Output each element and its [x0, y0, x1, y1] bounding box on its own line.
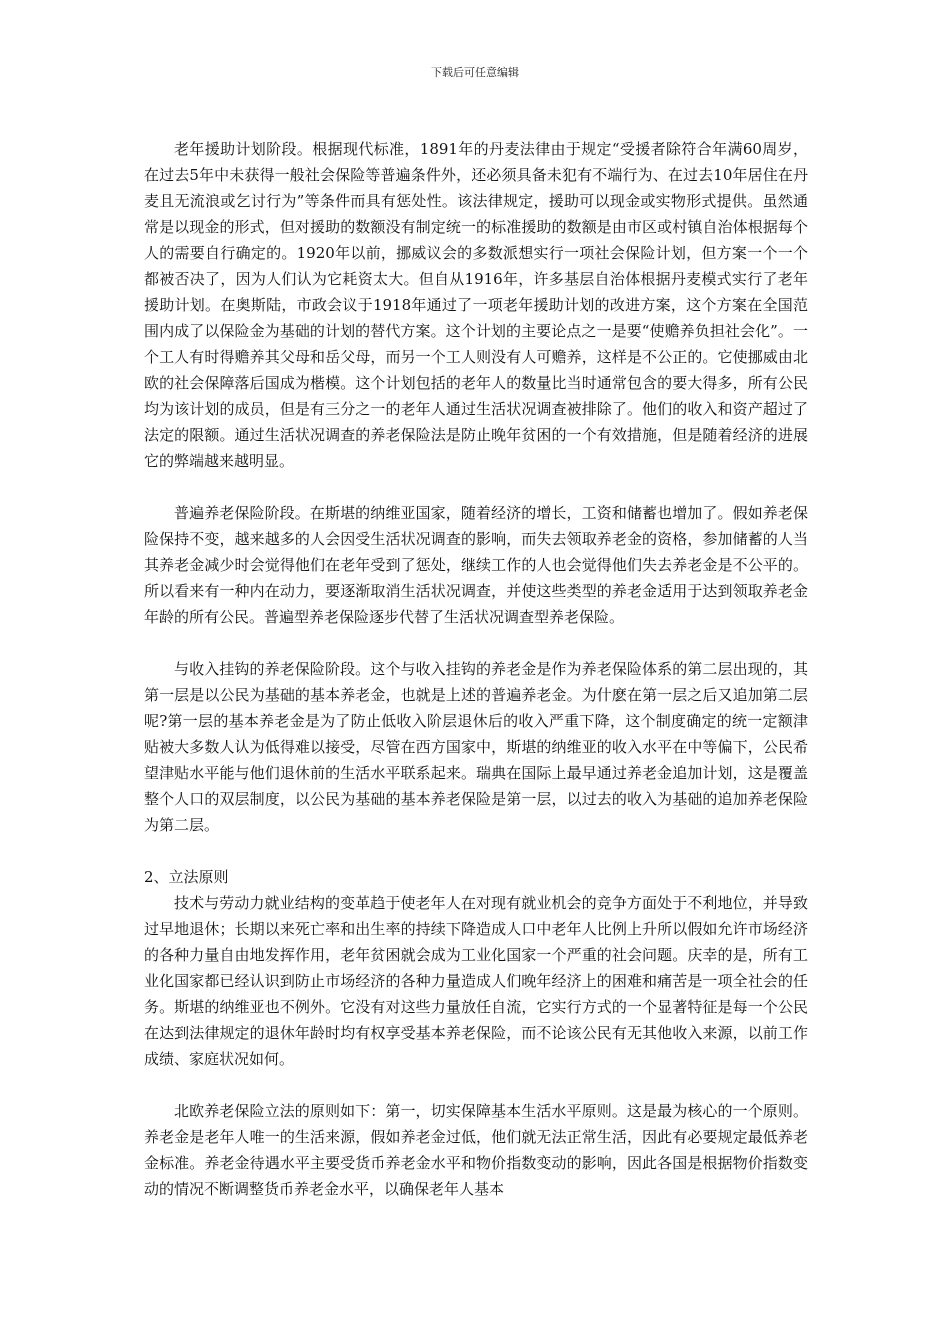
paragraph-income-linked-pension: 与收入挂钩的养老保险阶段。这个与收入挂钩的养老金是作为养老保险体系的第二层出现的，其第一层是以公民为基础的基本养老金，也就是上述的普遍养老金。为什麽在第一层之后又追加第二层呢?第一层的基本养老金是为了防止低收入阶层退休后的收入严重下降，这个制度确定的统一定额津贴被大多数人认为低得难以接受，尽管在西方国家中，斯堪的纳维亚的收入水平在中等偏下，公民希望津贴水平能与他们退休前的生活水平联系起来。瑞典在国际上最早通过养老金追加计划，这是覆盖整个人口的双层制度，以公民为基础的基本养老保险是第一层，以过去的收入为基础的追加养老保险为第二层。	[144, 660, 808, 834]
paragraph-universal-pension: 普遍养老保险阶段。在斯堪的纳维亚国家，随着经济的增长，工资和储蓄也增加了。假如养老保险保持不变，越来越多的人会因受生活状况调查的影响，而失去领取养老金的资格，参加储蓄的人当其养老金减少时会觉得他们在老年受到了惩处，继续工作的人也会觉得他们失去养老金是不公平的。所以看来有一种内在动力，要逐渐取消生活状况调查，并使这些类型的养老金适用于达到领取养老金年龄的所有公民。普遍型养老保险逐步代替了生活状况调查型养老保险。	[144, 504, 808, 626]
page-header: 下载后可任意编辑	[431, 66, 519, 79]
paragraph-labor-structure: 技术与劳动力就业结构的变革趋于使老年人在对现有就业机会的竞争方面处于不利地位，并导致过早地退休；长期以来死亡率和出生率的持续下降造成人口中老年人比例上升所以假如允许市场经济的各种力量自由地发挥作用，老年贫困就会成为工业化国家一个严重的社会问题。庆幸的是，所有工业化国家都已经认识到防止市场经济的各种力量造成人们晚年经济上的困难和痛苦是一项全社会的任务。斯堪的纳维亚也不例外。它没有对这些力量放任自流，它实行方式的一个显著特征是每一个公民在达到法律规定的退休年龄时均有权享受基本养老保险，而不论该公民有无其他收入来源，以前工作成绩、家庭状况如何。	[144, 894, 808, 1068]
section-heading-legislative-principles: 2、立法原则	[144, 868, 229, 886]
document-body	[144, 136, 808, 1202]
paragraph-nordic-principles: 北欧养老保险立法的原则如下：第一，切实保障基本生活水平原则。这是最为核心的一个原则。养老金是老年人唯一的生活来源，假如养老金过低，他们就无法正常生活，因此有必要规定最低养老金标准。养老金待遇水平主要受货币养老金水平和物价指数变动的影响，因此各国是根据物价指数变动的情况不断调整货币养老金水平，以确保老年人基本	[144, 1102, 808, 1198]
paragraph-old-age-assistance: 老年援助计划阶段。根据现代标准，1891年的丹麦法律由于规定“受援者除符合年满60周岁，在过去5年中未获得一般社会保险等普遍条件外，还必须具备未犯有不端行为、在过去10年居住在丹麦且无流浪或乞讨行为”等条件而具有惩处性。该法律规定，援助可以现金或实物形式提供。虽然通常是以现金的形式，但对援助的数额没有制定统一的标准援助的数额是由市区或村镇自治体根据每个人的需要自行确定的。1920年以前，挪威议会的多数派想实行一项社会保险计划，但方案一个一个都被否决了，因为人们认为它耗资太大。但自从1916年，许多基层自治体根据丹麦模式实行了老年援助计划。在奥斯陆，市政会议于1918年通过了一项老年援助计划的改进方案，这个方案在全国范围内成了以保险金为基础的计划的替代方案。这个计划的主要论点之一是要“使赡养负担社会化”。一个工人有时得赡养其父母和岳父母，而另一个工人则没有人可赡养，这样是不公正的。它使挪威由北欧的社会保障落后国成为楷模。这个计划包括的老年人的数量比当时通常包含的要大得多，所有公民均为该计划的成员，但是有三分之一的老年人通过生活状况调查被排除了。他们的收入和资产超过了法定的限额。通过生活状况调查的养老保险法是防止晚年贫困的一个有效措施，但是随着经济的进展它的弊端越来越明显。	[144, 140, 808, 470]
